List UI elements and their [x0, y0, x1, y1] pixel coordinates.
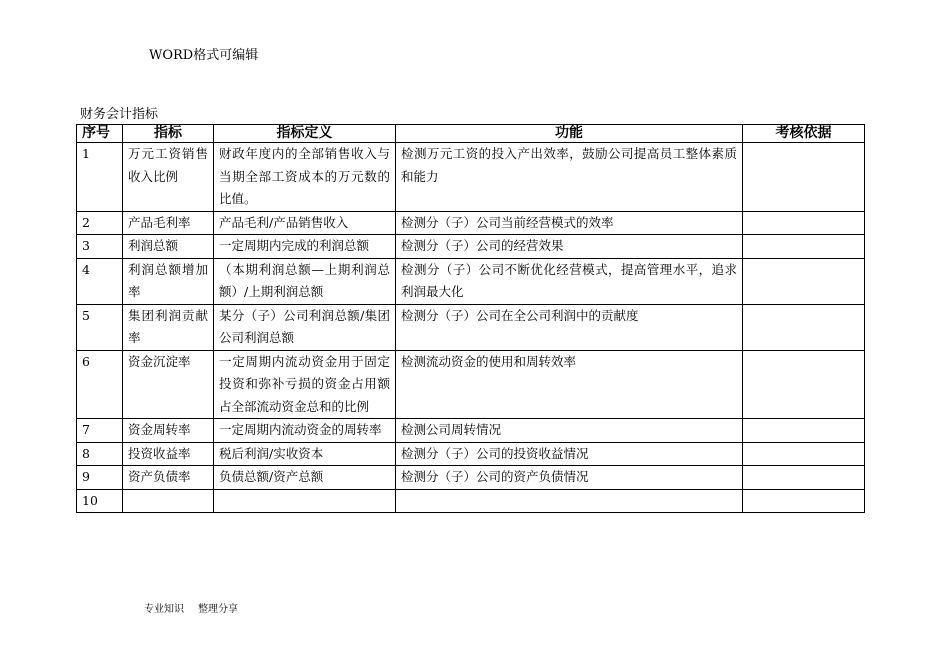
cell-definition: （本期利润总额—上期利润总额）/上期利润总额 — [214, 258, 396, 304]
cell-definition: 某分（子）公司利润总额/集团公司利润总额 — [214, 304, 396, 350]
cell-definition: 负债总额/资产总额 — [214, 466, 396, 490]
cell-basis — [743, 442, 865, 466]
cell-definition — [214, 489, 396, 513]
table-row — [77, 442, 865, 466]
cell-basis — [743, 235, 865, 259]
cell-no: 1 — [77, 143, 123, 212]
cell-indicator: 资金周转率 — [123, 419, 214, 443]
cell-definition: 一定周期内流动资金用于固定投资和弥补亏损的资金占用额占全部流动资金总和的比例 — [214, 350, 396, 419]
cell-no: 10 — [77, 489, 123, 513]
cell-definition: 一定周期内完成的利润总额 — [214, 235, 396, 259]
financial-metrics-table — [76, 124, 865, 513]
table-row — [77, 143, 865, 212]
cell-function: 检测分（子）公司在全公司利润中的贡献度 — [396, 304, 743, 350]
header-indicator: 指标 — [123, 125, 214, 143]
cell-function: 检测分（子）公司的经营效果 — [396, 235, 743, 259]
table-row — [77, 466, 865, 490]
cell-function: 检测公司周转情况 — [396, 419, 743, 443]
cell-indicator: 投资收益率 — [123, 442, 214, 466]
cell-no: 7 — [77, 419, 123, 443]
table-header-row — [77, 125, 865, 143]
table-row — [77, 258, 865, 304]
cell-no: 9 — [77, 466, 123, 490]
cell-indicator: 产品毛利率 — [123, 211, 214, 235]
cell-no: 5 — [77, 304, 123, 350]
cell-indicator: 资金沉淀率 — [123, 350, 214, 419]
table-row — [77, 419, 865, 443]
cell-no: 4 — [77, 258, 123, 304]
cell-basis — [743, 466, 865, 490]
page-footer — [144, 602, 238, 618]
cell-indicator: 利润总额 — [123, 235, 214, 259]
cell-function: 检测万元工资的投入产出效率，鼓励公司提高员工整体素质和能力 — [396, 143, 743, 212]
cell-function: 检测分（子）公司的投资收益情况 — [396, 442, 743, 466]
cell-no: 6 — [77, 350, 123, 419]
cell-function: 检测分（子）公司不断优化经营模式，提高管理水平，追求利润最大化 — [396, 258, 743, 304]
header-no: 序号 — [77, 125, 123, 143]
table-row — [77, 235, 865, 259]
cell-basis — [743, 304, 865, 350]
table-row — [77, 211, 865, 235]
cell-indicator: 资产负债率 — [123, 466, 214, 490]
cell-definition: 一定周期内流动资金的周转率 — [214, 419, 396, 443]
cell-indicator: 集团利润贡献率 — [123, 304, 214, 350]
cell-function: 检测分（子）公司的资产负债情况 — [396, 466, 743, 490]
cell-definition: 财政年度内的全部销售收入与当期全部工资成本的万元数的比值。 — [214, 143, 396, 212]
cell-basis — [743, 489, 865, 513]
cell-definition: 产品毛利/产品销售收入 — [214, 211, 396, 235]
cell-indicator: 利润总额增加率 — [123, 258, 214, 304]
cell-basis — [743, 419, 865, 443]
footer-left-text: 专业知识 — [144, 604, 184, 615]
cell-basis — [743, 143, 865, 212]
table-row — [77, 489, 865, 513]
header-function: 功能 — [396, 125, 743, 143]
cell-no: 8 — [77, 442, 123, 466]
table-caption: 财务会计指标 — [80, 107, 159, 122]
footer-right-text: 整理分享 — [198, 604, 238, 615]
cell-basis — [743, 258, 865, 304]
document-header-note: WORD格式可编辑 — [149, 48, 259, 63]
table-row — [77, 350, 865, 419]
cell-indicator: 万元工资销售收入比例 — [123, 143, 214, 212]
header-definition: 指标定义 — [214, 125, 396, 143]
cell-no: 2 — [77, 211, 123, 235]
cell-function: 检测分（子）公司当前经营模式的效率 — [396, 211, 743, 235]
cell-basis — [743, 350, 865, 419]
table-row — [77, 304, 865, 350]
cell-no: 3 — [77, 235, 123, 259]
header-basis: 考核依据 — [743, 125, 865, 143]
cell-function — [396, 489, 743, 513]
cell-function: 检测流动资金的使用和周转效率 — [396, 350, 743, 419]
cell-basis — [743, 211, 865, 235]
cell-definition: 税后利润/实收资本 — [214, 442, 396, 466]
cell-indicator — [123, 489, 214, 513]
